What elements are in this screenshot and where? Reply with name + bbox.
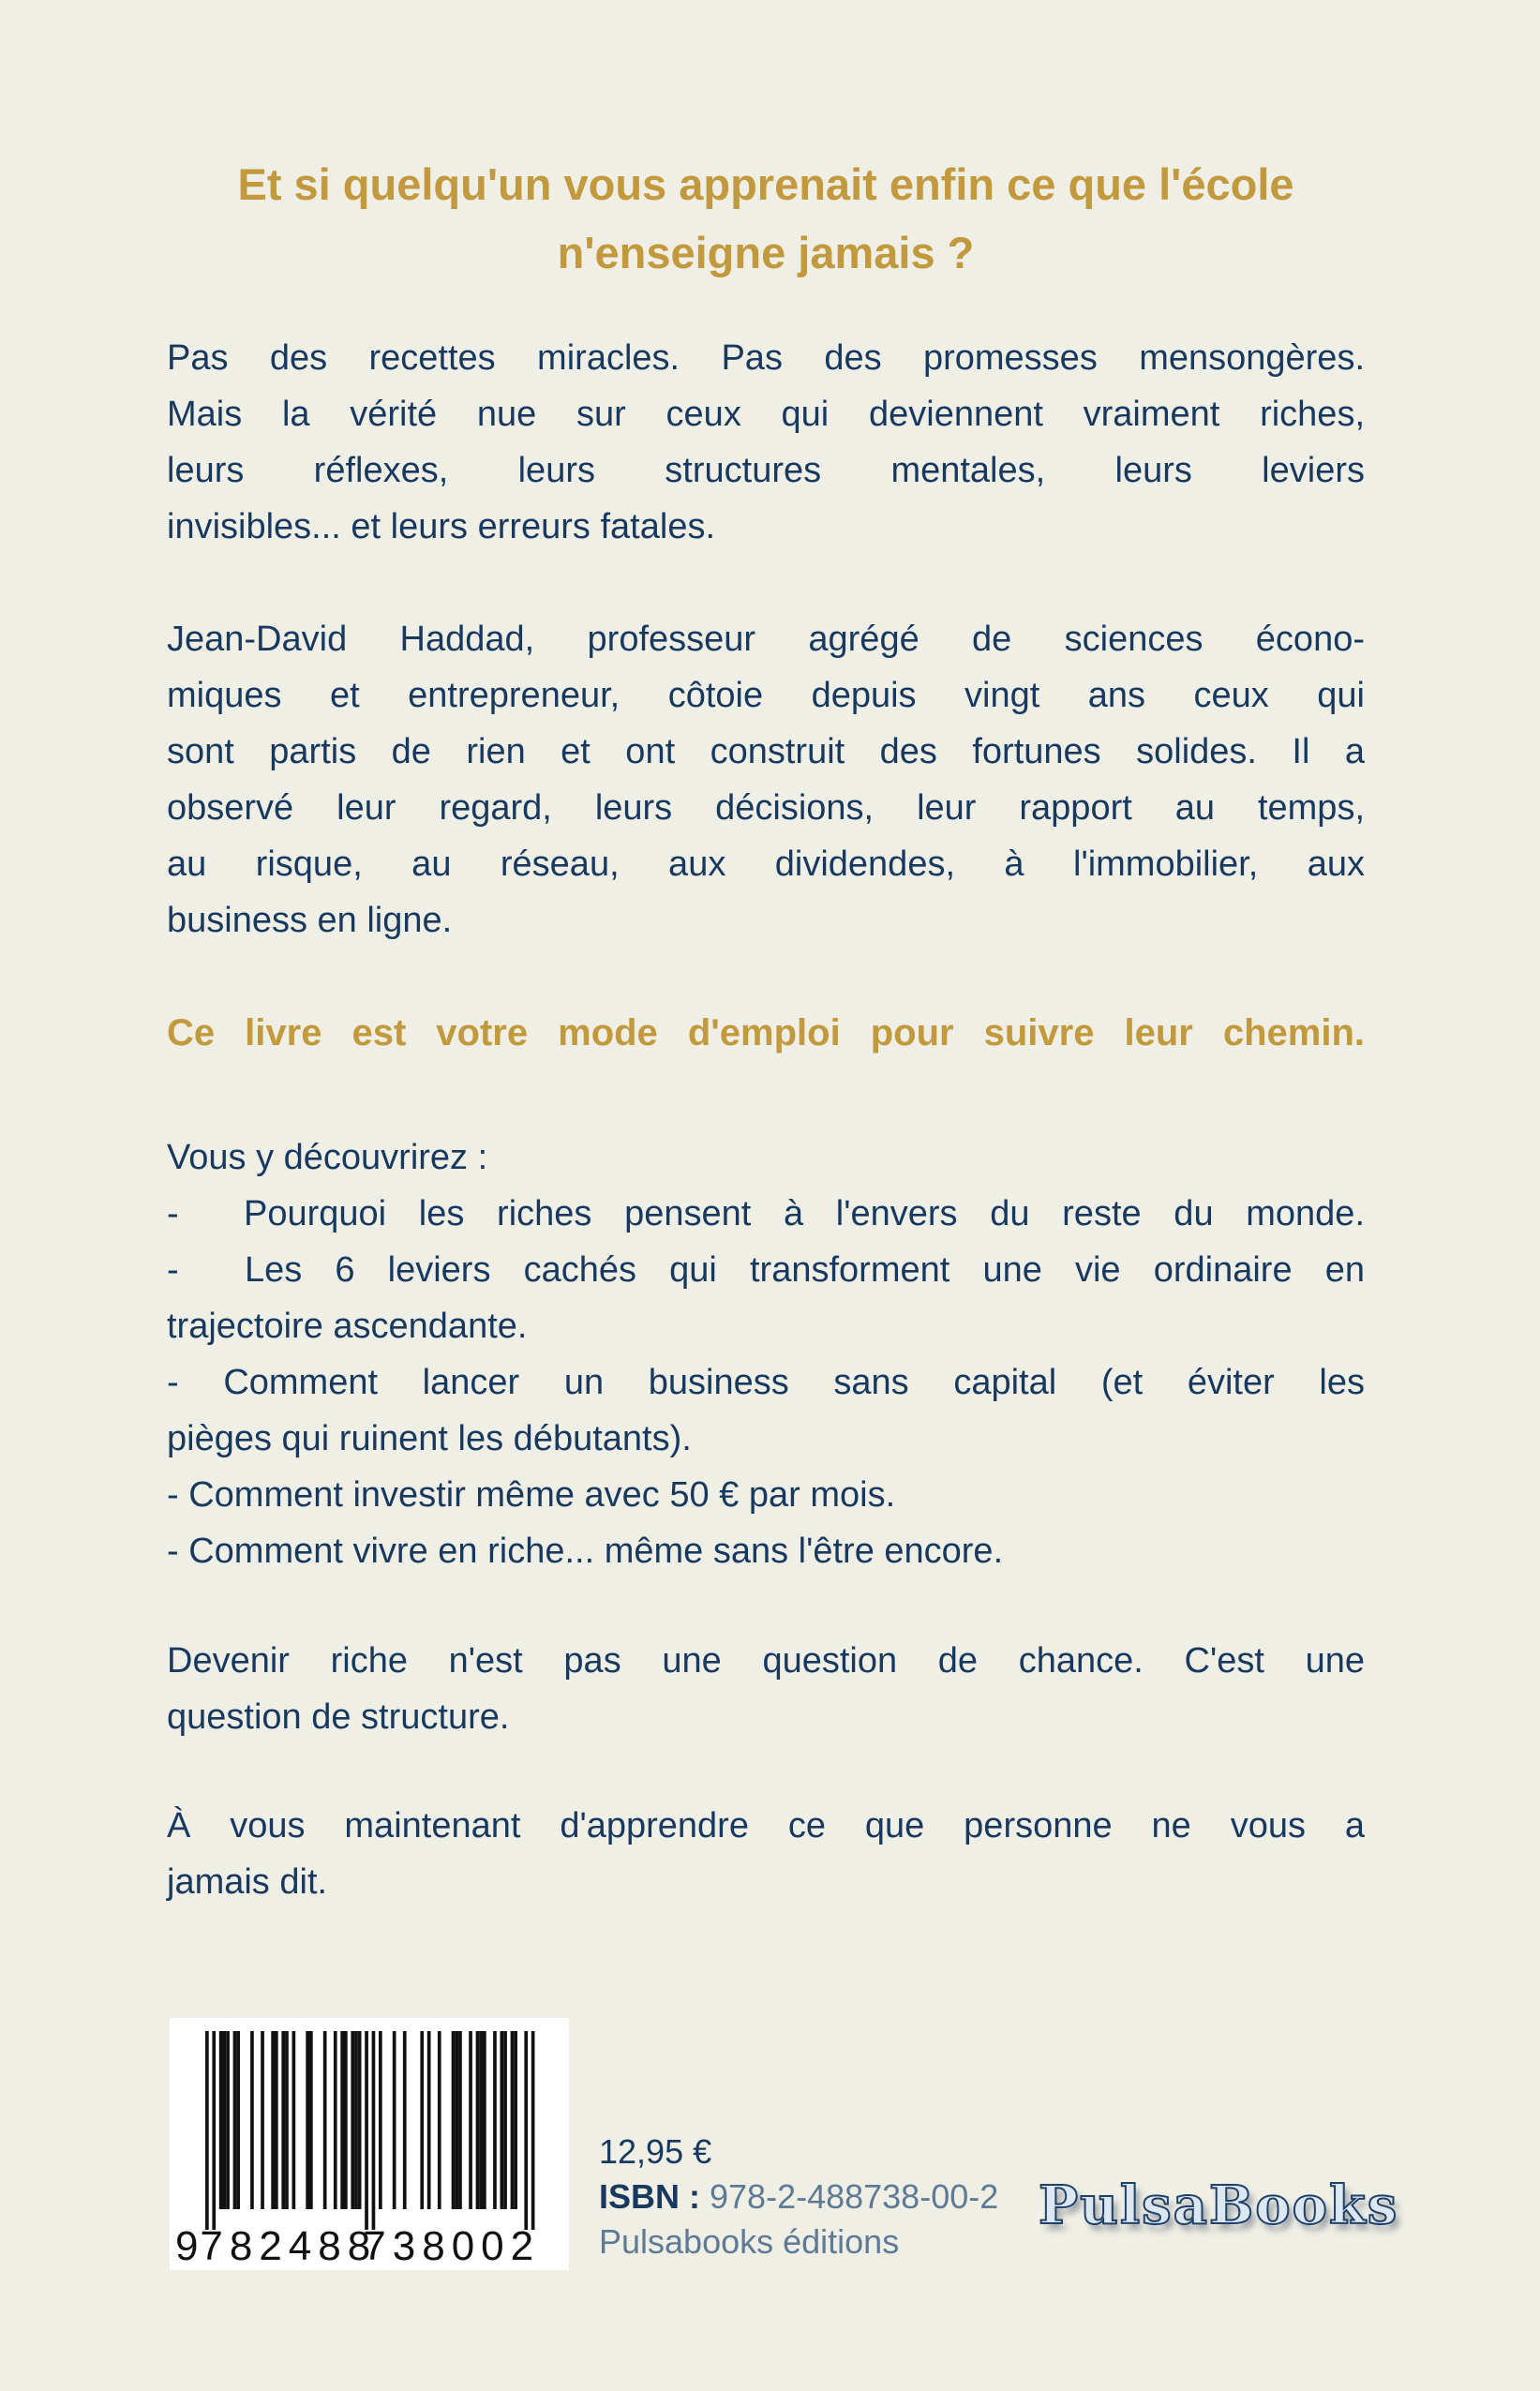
- closing1-line-1: Devenir riche n'est pas une question de chance. C'est une: [167, 1641, 1365, 1681]
- p1-line-1: Pas des recettes miracles. Pas des promesses mensongères.: [167, 338, 1365, 378]
- p1-line-4: invisibles... et leurs erreurs fatales.: [167, 507, 716, 546]
- p1-line-3: leurs réflexes, leurs structures mentales, leurs leviers: [167, 451, 1365, 490]
- headline: Et si quelqu'un vous apprenait enfin ce que l'école n'enseigne jamais ?: [237, 159, 1294, 277]
- highlight-sentence: [167, 1005, 1365, 1061]
- p2-line-6: business en ligne.: [167, 901, 453, 940]
- publication-info: [599, 2129, 998, 2264]
- closing2-line-1: À vous maintenant d'apprendre ce que personne ne vous a: [167, 1806, 1365, 1846]
- closing1-line-2: question de structure.: [167, 1697, 510, 1737]
- svg-text:9: 9: [175, 2223, 199, 2269]
- p2-line-5: au risque, au réseau, aux dividendes, à l'immobilier, aux: [167, 844, 1365, 884]
- svg-text:782488: 782488: [200, 2223, 378, 2269]
- isbn-separator: :: [680, 2177, 710, 2216]
- p2-line-2: miques et entrepreneur, côtoie depuis vingt ans ceux qui: [167, 676, 1365, 715]
- isbn-label: ISBN: [599, 2177, 680, 2216]
- p2-line-3: sont partis de rien et ont construit des fortunes solides. Il a: [167, 732, 1365, 771]
- closing-structure: [167, 1633, 1365, 1745]
- closing2-line-2: jamais dit.: [167, 1862, 328, 1902]
- p2-line-4: observé leur regard, leurs décisions, leur rapport au temps,: [167, 788, 1365, 828]
- isbn-value: 978-2-488738-00-2: [710, 2177, 999, 2216]
- publisher-logo: PulsaBooks: [1039, 2174, 1399, 2236]
- barcode: [170, 2018, 569, 2270]
- discover-intro: Vous y découvrirez :: [167, 1138, 488, 1177]
- bullet-3-line-2: pièges qui ruinent les débutants).: [167, 1419, 692, 1458]
- paragraph-promises: [167, 330, 1365, 555]
- barcode-svg: [170, 2018, 569, 2270]
- bullet-3-line-1: - Comment lancer un business sans capital (et éviter les: [167, 1363, 1365, 1402]
- closing-call-to-action: [167, 1798, 1365, 1910]
- svg-text:738002: 738002: [363, 2223, 541, 2269]
- highlight-line: Ce livre est votre mode d'emploi pour suivre leur chemin.: [167, 1012, 1365, 1054]
- bullet-4: - Comment investir même avec 50 € par mois.: [167, 1475, 896, 1515]
- bullet-1: - Pourquoi les riches pensent à l'envers du reste du monde.: [167, 1194, 1365, 1233]
- bullet-2-line-1: - Les 6 leviers cachés qui transforment une vie ordinaire en: [167, 1250, 1365, 1290]
- isbn-line: [599, 2174, 998, 2219]
- bullet-2-line-2: trajectoire ascendante.: [167, 1307, 528, 1346]
- discover-list: [167, 1129, 1365, 1579]
- p2-line-1: Jean-David Haddad, professeur agrégé de sciences écono-: [167, 620, 1365, 659]
- paragraph-author: [167, 611, 1365, 949]
- bullet-5: - Comment vivre en riche... même sans l'être encore.: [167, 1532, 1004, 1571]
- publisher-name: Pulsabooks éditions: [599, 2222, 900, 2261]
- price: 12,95 €: [599, 2132, 712, 2171]
- p1-line-2: Mais la vérité nue sur ceux qui deviennent vraiment riches,: [167, 395, 1365, 434]
